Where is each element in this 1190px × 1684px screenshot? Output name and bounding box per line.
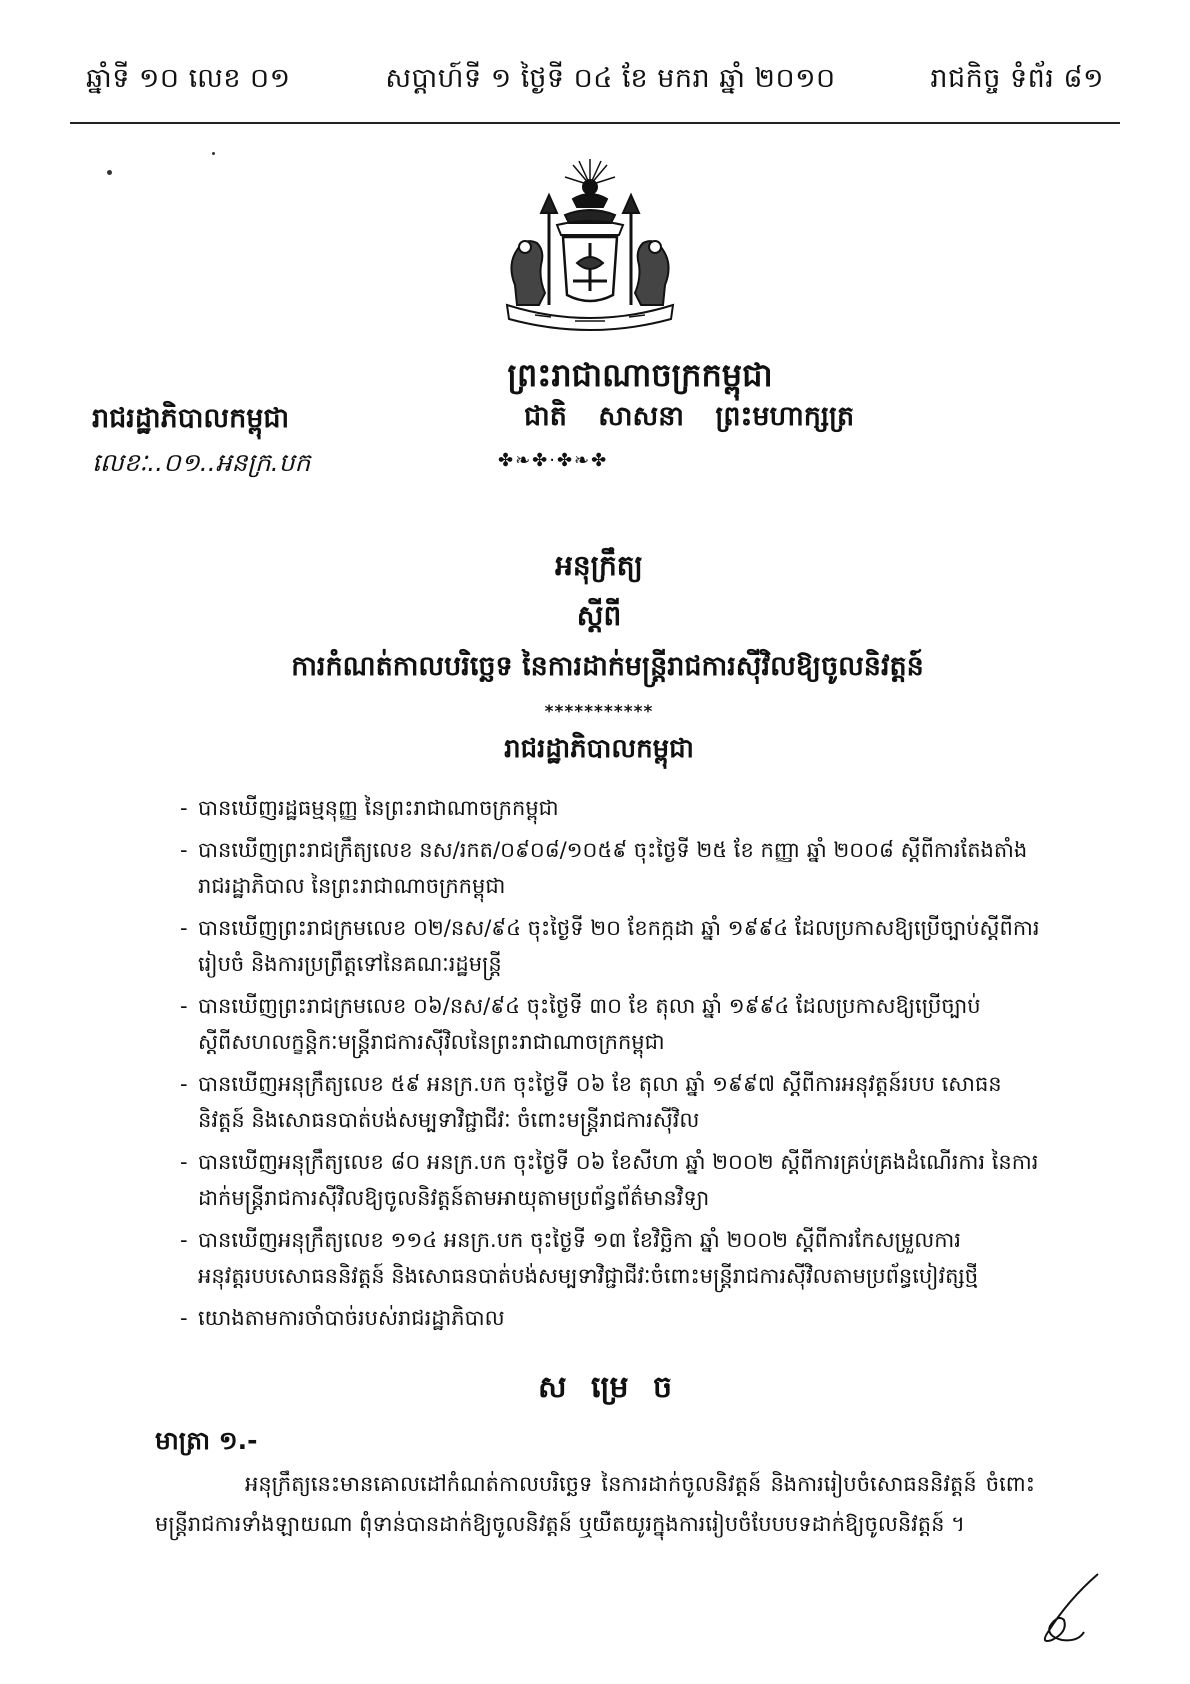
header-year-issue: ឆ្នាំទី ១០ លេខ ០១ [86,63,291,94]
article-1-heading: មាត្រា ១.- [155,1426,258,1455]
recital-item: - បានឃើញអនុក្រឹត្យលេខ ១១៤ អនក្រ.បក ចុះថ្ងៃទី ១៣ ខែវិច្ឆិកា ឆ្នាំ ២០០២ ស្តីពីការកែសម្រួលការអនុវត្តរបបសោធននិវត្តន៍ និងសោធនបាត់បង់សម្បទាវិជ្ជាជីវៈចំពោះមន្ត្រីរាជការស៊ីវិលតាមប្រព័ន្ធបៀវត្សថ្មី [180,1222,1040,1294]
decision-heading: ស ម្រេ ច [538,1370,672,1405]
header-divider [70,122,1120,124]
document-subject: ការកំណត់កាលបរិច្ឆេទ នៃការដាក់មន្ត្រីរាជការស៊ីវិលឱ្យចូលនិវត្តន៍ [291,651,924,682]
government-heading: រាជរដ្ឋាភិបាលកម្ពុជា [504,734,694,764]
star-divider: *********** [544,702,654,722]
recitals-list [180,790,1040,1342]
scan-speck [212,152,215,155]
ornament-divider: ✤❧✤·✤❧✤ [498,450,609,471]
issuing-government: រាជរដ្ឋាភិបាលកម្ពុជា [92,403,290,434]
recital-item: - បានឃើញព្រះរាជក្រឹត្យលេខ នស/រកត/០៩០៨/១០៥៩ ចុះថ្ងៃទី ២៥ ខែ កញ្ញា ឆ្នាំ ២០០៨ ស្តីពីការតែងតាំងរាជរដ្ឋាភិបាល នៃព្រះរាជាណាចក្រកម្ពុជា [180,832,1040,904]
recital-item: - បានឃើញព្រះរាជក្រមលេខ ០២/នស/៩៤ ចុះថ្ងៃទី ២០ ខែកក្កដា ឆ្នាំ ១៩៩៤ ដែលប្រកាសឱ្យប្រើច្បាប់ស្តីពីការរៀបចំ និងការប្រព្រឹត្តទៅនៃគណៈរដ្ឋមន្ត្រី [180,910,1040,982]
kingdom-title: ព្រះរាជាណាចក្រកម្ពុជា [507,356,773,394]
recital-item: - បានឃើញអនុក្រឹត្យលេខ ៨០ អនក្រ.បក ចុះថ្ងៃទី ០៦ ខែសីហា ឆ្នាំ ២០០២ ស្តីពីការគ្រប់គ្រងដំណើរការ នៃការដាក់មន្ត្រីរាជការស៊ីវិលឱ្យចូលនិវត្តន៍តាមអាយុតាមប្រព័ន្ធព័ត៌មានវិទ្យា [180,1144,1040,1216]
national-motto: ជាតិ សាសនា ព្រះមហាក្សត្រ [524,401,855,432]
initial-signature-mark [1028,1570,1118,1650]
document-about: ស្តីពី [576,599,622,632]
running-header [86,62,1104,101]
scan-speck [107,170,112,175]
document-type: អនុក្រឹត្យ [555,549,643,582]
header-page-number: រាជកិច្ច ទំព័រ ៨១ [930,63,1104,94]
header-date: សប្តាហ៍ទី ១ ថ្ងៃទី ០៤ ខែ មករា ឆ្នាំ ២០១០ [385,63,836,94]
recital-item: - បានឃើញអនុក្រឹត្យលេខ ៥៩ អនក្រ.បក ចុះថ្ងៃទី ០៦ ខែ តុលា ឆ្នាំ ១៩៩៧ ស្តីពីការអនុវត្តន៍របប សោធននិវត្តន៍ និងសោធនបាត់បង់សម្បទាវិជ្ជាជីវៈ ចំពោះមន្ត្រីរាជការស៊ីវិល [180,1066,1040,1138]
royal-coat-of-arms-icon [495,155,685,340]
recital-item: - បានឃើញរដ្ឋធម្មនុញ្ញ នៃព្រះរាជាណាចក្រកម្ពុជា [180,790,1040,826]
recital-item: - បានឃើញព្រះរាជក្រមលេខ ០៦/នស/៩៤ ចុះថ្ងៃទី ៣០ ខែ តុលា ឆ្នាំ ១៩៩៤ ដែលប្រកាសឱ្យប្រើច្បាប់ស្តីពីសហលក្ខន្តិកៈមន្ត្រីរាជការស៊ីវិលនៃព្រះរាជាណាចក្រកម្ពុជា [180,988,1040,1060]
reference-number: លេខៈ..០១..អនក្រ.បក [92,448,311,477]
article-1-body: អនុក្រឹត្យនេះមានគោលដៅកំណត់កាលបរិច្ឆេទ នៃការដាក់ចូលនិវត្តន៍ និងការរៀបចំសោធននិវត្តន៍ ចំពោះមន្ត្រីរាជការទាំងឡាយណា ពុំទាន់បានដាក់ឱ្យចូលនិវត្តន៍ ឬយឺតយូរក្នុងការរៀបចំបែបបទដាក់ឱ្យចូលនិវត្តន៍ ។ [155,1472,1035,1536]
recital-item: - យោងតាមការចាំបាច់របស់រាជរដ្ឋាភិបាល [180,1300,1040,1336]
